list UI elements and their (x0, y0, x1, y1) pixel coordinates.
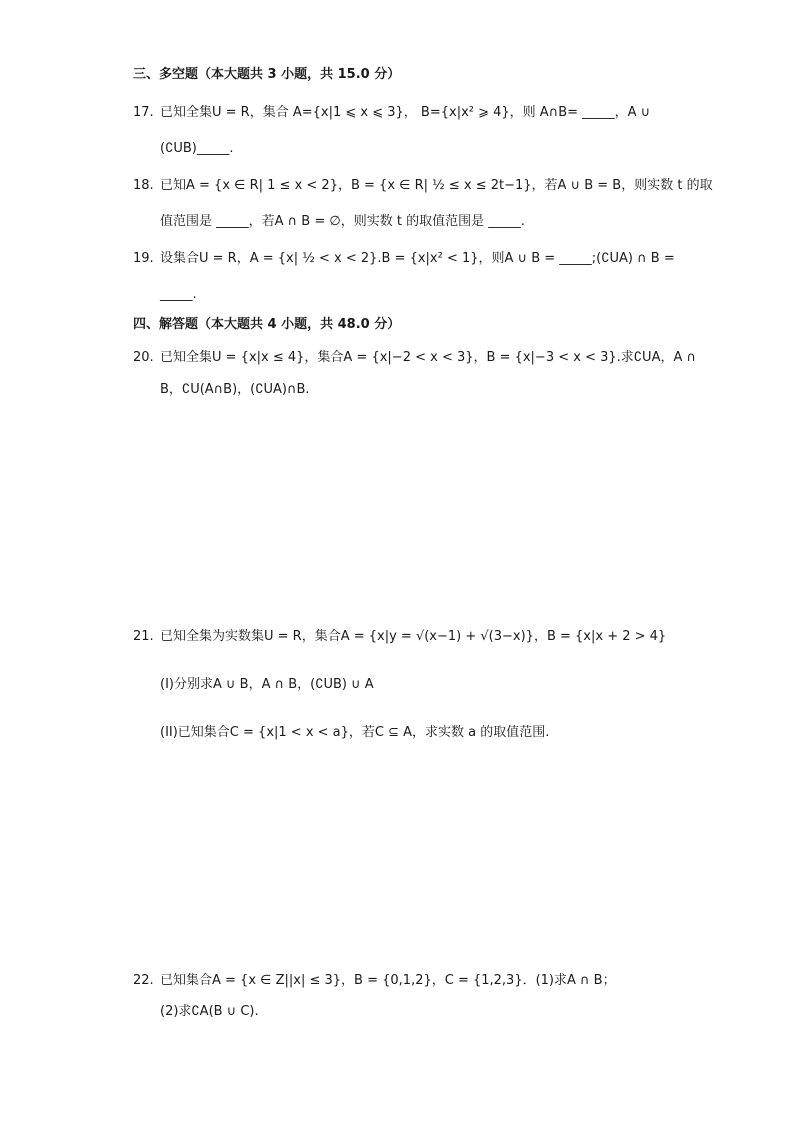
section-4-title: 四、解答题（本大题共 4 小题，共 48.0 分） (133, 317, 401, 332)
question-number: 20. (133, 350, 154, 365)
question-text-cont: 值范围是 _____，若A ∩ B = ∅，则实数 t 的取值范围是 _____. (160, 214, 525, 229)
question-part-2: (II)已知集合C = {x|1 < x < a}，若C ⊆ A，求实数 a 的取值范围. (160, 725, 550, 740)
question-number: 17. (133, 105, 154, 120)
question-text-cont: _____. (160, 287, 197, 302)
question-number: 19. (133, 251, 154, 266)
question-text-cont: (∁UB)_____. (160, 141, 234, 156)
question-number: 21. (133, 629, 154, 644)
question-text-cont: B，∁U(A∩B)，(∁UA)∩B. (160, 382, 310, 397)
question-text-cont: (2)求∁A(B ∪ C). (160, 1004, 259, 1019)
question-text: 已知全集为实数集U = R，集合A = {x|y = √(x−1) + √(3−x)}，B = {x|x + 2 > 4} (160, 629, 667, 644)
question-number: 22. (133, 973, 154, 988)
question-number: 18. (133, 178, 154, 193)
section-3-title: 三、多空题（本大题共 3 小题，共 15.0 分） (133, 67, 401, 82)
question-text: 已知全集U = {x|x ≤ 4}，集合A = {x|−2 < x < 3}，B = {x|−3 < x < 3}.求∁UA，A ∩ (160, 350, 697, 365)
question-text: 已知A = {x ∈ R| 1 ≤ x < 2}，B = {x ∈ R| ½ ≤ x ≤ 2t−1}，若A ∪ B = B，则实数 t 的取 (160, 178, 713, 193)
question-text: 已知全集U = R，集合 A={x|1 ⩽ x ⩽ 3}， B={x|x² ⩾ 4}，则 A∩B= _____，A ∪ (160, 105, 651, 120)
question-part-1: (I)分别求A ∪ B，A ∩ B，(∁UB) ∪ A (160, 677, 374, 692)
question-text: 设集合U = R，A = {x| ½ < x < 2}.B = {x|x² < 1}，则A ∪ B = _____;(∁UA) ∩ B = (160, 251, 675, 266)
question-text: 已知集合A = {x ∈ Z||x| ≤ 3}，B = {0,1,2}，C = {1,2,3}．(1)求A ∩ B； (160, 973, 616, 988)
